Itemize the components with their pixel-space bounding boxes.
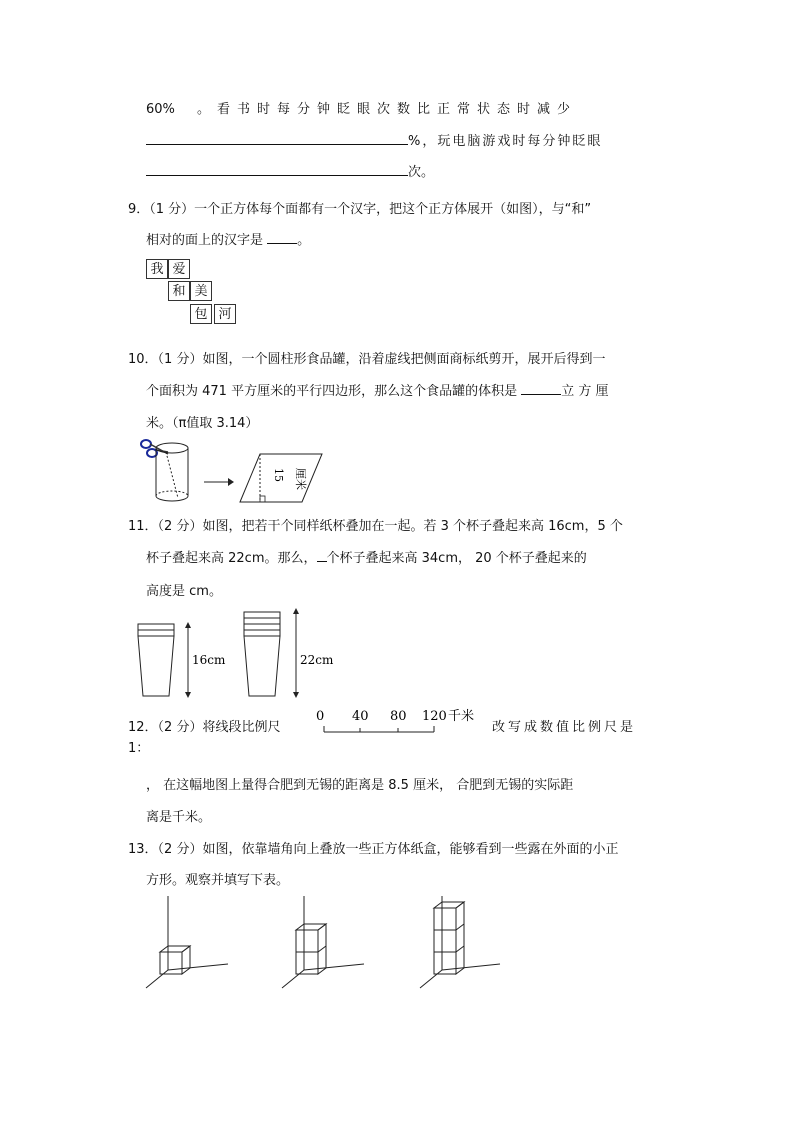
q10-line-2 <box>146 380 608 399</box>
net-cell: 和 <box>168 281 190 301</box>
net-cell: 我 <box>146 259 168 279</box>
scale-tick-label: 120 <box>422 709 447 724</box>
boxes-figure <box>140 892 510 992</box>
net-cell: 河 <box>214 304 236 324</box>
q12-line-3: ， 在这幅地图上量得合肥到无锡的距离是 8.5 厘米， 合肥到无锡的实际距 <box>146 778 574 793</box>
can-figure <box>136 432 336 508</box>
q11-text: 个杯子叠起来高 34cm， 20 个杯子叠起来的 <box>326 551 587 566</box>
answer-blank[interactable] <box>146 163 408 176</box>
net-cell: 美 <box>190 281 212 301</box>
net-cell: 爱 <box>168 259 190 279</box>
q10-text: 立 方 厘 <box>561 384 609 399</box>
q13-line-2: 方形。观察并填写下表。 <box>146 873 290 888</box>
q8-text: 60% <box>146 102 175 117</box>
net-cell: 包 <box>190 304 212 324</box>
cups-figure <box>132 604 352 700</box>
q9-line-2 <box>146 229 310 248</box>
q11-line-3: 高度是 cm。 <box>146 584 222 599</box>
q9-line-1: 9．（1 分）一个正方体每个面都有一个汉字，把这个正方体展开（如图），与“和” <box>128 202 592 217</box>
q10-text: 个面积为 471 平方厘米的平行四边形，那么这个食品罐的体积是 <box>146 384 518 399</box>
cup-height-label-1: 16cm <box>192 653 226 667</box>
q11-line-1: 11．（2 分）如图，把若干个同样纸杯叠加在一起。若 3 个杯子叠起来高 16cm，5 个 <box>128 519 623 534</box>
q10-line-3: 米。（π值取 3.14） <box>146 416 259 431</box>
scale-tick-label: 80 <box>390 709 407 724</box>
q11-line-2 <box>146 547 587 566</box>
scissors-icon <box>141 440 168 457</box>
box-stack-3 <box>420 896 500 988</box>
q8-text: %，玩电脑游戏时每分钟眨眼 <box>408 134 603 149</box>
q12-line-1: 12．（2 分）将线段比例尺 <box>128 720 281 735</box>
scale-unit-label: 千米 <box>448 709 475 724</box>
q8-text: 。看书时每分钟眨眼次数比正常状态时减少 <box>197 102 578 117</box>
q12-line-4: 离是千米。 <box>146 810 212 825</box>
q12-line-1b: 改写成数值比例尺是 <box>492 720 637 735</box>
q11-text: 杯子叠起来高 22cm。那么， <box>146 551 317 566</box>
scale-tick-label: 0 <box>316 709 325 724</box>
cup-stack-3 <box>138 624 174 696</box>
q9-text: 相对的面上的汉字是 <box>146 233 264 248</box>
answer-blank[interactable] <box>146 132 408 145</box>
q9-text: 。 <box>297 233 311 248</box>
box-stack-1 <box>146 896 228 988</box>
q8-line-1 <box>146 98 577 117</box>
cup-height-label-2: 22cm <box>300 653 334 667</box>
q8-line-2 <box>146 130 602 149</box>
q12-line-2: 1： <box>128 741 150 756</box>
q13-line-1: 13．（2 分）如图，依靠墙角向上叠放一些正方体纸盒，能够看到一些露在外面的小正 <box>128 842 619 857</box>
cube-net <box>146 259 246 329</box>
answer-blank[interactable] <box>317 549 327 562</box>
q8-text: 次。 <box>408 165 435 180</box>
answer-blank[interactable] <box>267 231 297 244</box>
answer-blank[interactable] <box>521 382 561 395</box>
fig-height-unit: 厘米 <box>294 468 307 490</box>
scale-bar <box>312 704 488 740</box>
q10-line-1: 10．（1 分）如图，一个圆柱形食品罐，沿着虚线把侧面商标纸剪开，展开后得到一 <box>128 352 606 367</box>
box-stack-2 <box>282 896 364 988</box>
cylinder-icon <box>156 443 188 501</box>
cup-stack-5 <box>244 612 280 696</box>
scale-tick-label: 40 <box>352 709 369 724</box>
fig-height-value: 15 <box>272 468 285 482</box>
q8-line-3 <box>146 161 434 180</box>
